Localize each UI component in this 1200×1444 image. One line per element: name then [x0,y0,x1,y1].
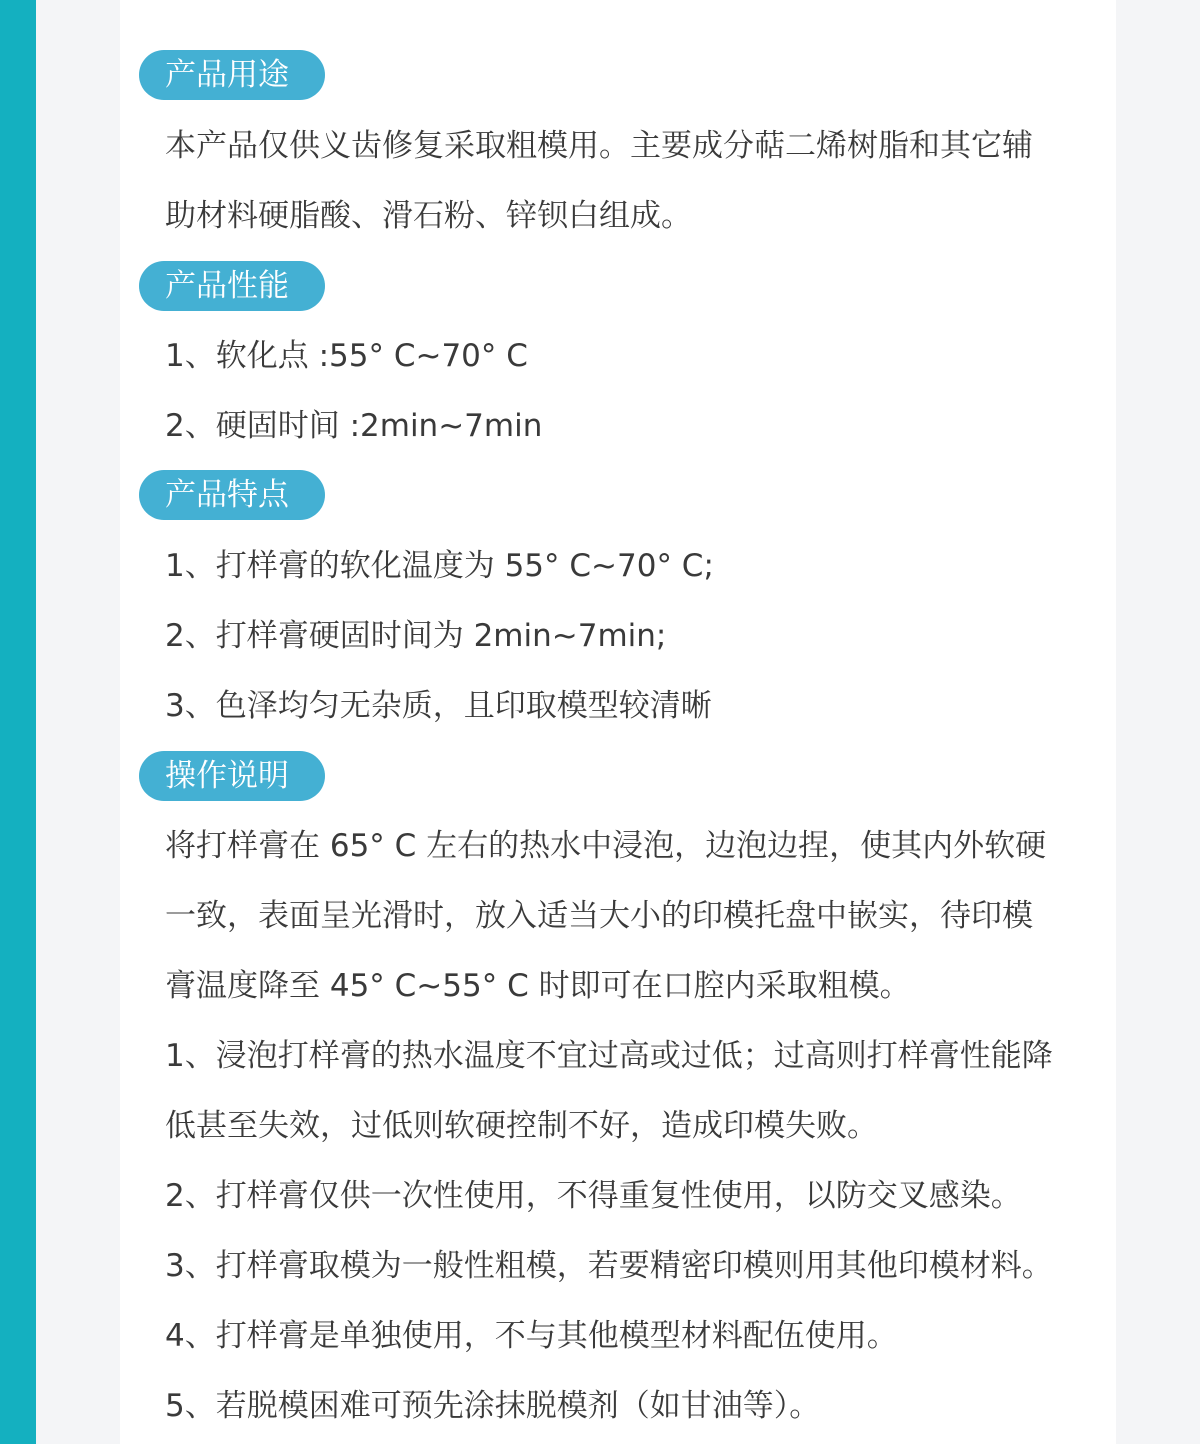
features-line-1: 1、打样膏的软化温度为 55° C~70° C; [165,548,714,584]
instructions-line-5: 低甚至失效，过低则软硬控制不好，造成印模失败。 [165,1108,878,1144]
performance-line-2: 2、硬固时间 :2min~7min [165,408,543,444]
instructions-line-1: 将打样膏在 65° C 左右的热水中浸泡，边泡边捏，使其内外软硬 [165,828,1047,864]
left-accent-bar [0,0,36,1444]
section-title-performance: 产品性能 [139,261,325,311]
instructions-line-3: 膏温度降至 45° C~55° C 时即可在口腔内采取粗模。 [165,968,911,1004]
instructions-line-9: 5、若脱模困难可预先涂抹脱模剂（如甘油等）。 [165,1388,821,1424]
instructions-line-2: 一致，表面呈光滑时，放入适当大小的印模托盘中嵌实，待印模 [165,898,1033,934]
usage-line-2: 助材料硬脂酸、滑石粉、锌钡白组成。 [165,198,692,234]
features-line-3: 3、色泽均匀无杂质，且印取模型较清晰 [165,688,712,724]
section-title-instructions: 操作说明 [139,751,325,801]
features-line-2: 2、打样膏硬固时间为 2min~7min; [165,618,667,654]
instructions-line-7: 3、打样膏取模为一般性粗模，若要精密印模则用其他印模材料。 [165,1248,1053,1284]
performance-line-1: 1、软化点 :55° C~70° C [165,338,528,374]
usage-line-1: 本产品仅供义齿修复采取粗模用。主要成分萜二烯树脂和其它辅 [165,128,1033,164]
section-title-usage: 产品用途 [139,50,325,100]
instructions-line-6: 2、打样膏仅供一次性使用，不得重复性使用，以防交叉感染。 [165,1178,1022,1214]
section-title-features: 产品特点 [139,470,325,520]
instructions-line-4: 1、浸泡打样膏的热水温度不宜过高或过低；过高则打样膏性能降 [165,1038,1053,1074]
instructions-line-8: 4、打样膏是单独使用，不与其他模型材料配伍使用。 [165,1318,898,1354]
